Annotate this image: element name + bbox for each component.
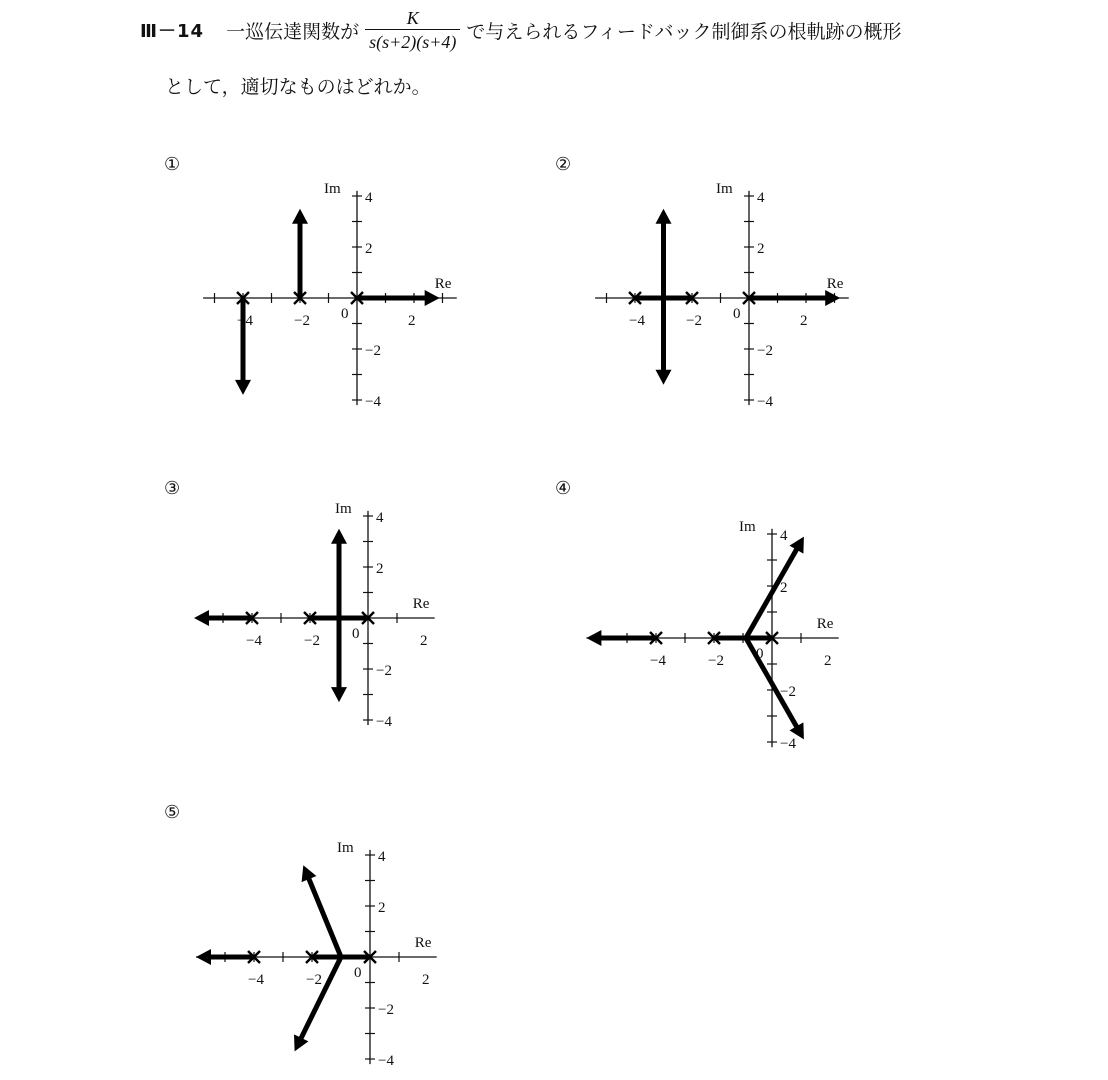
- im-tick-label: −4: [376, 714, 392, 730]
- im-tick-label: 4: [365, 190, 373, 206]
- re-tick-label: −2: [306, 972, 322, 988]
- question-number: Ⅲ－14: [140, 21, 205, 42]
- im-tick-label: 4: [757, 190, 765, 206]
- branch-arrowhead: [656, 209, 672, 224]
- im-tick-label: 2: [780, 580, 788, 596]
- re-tick-label: −2: [708, 653, 724, 669]
- im-tick-label: −2: [365, 343, 381, 359]
- question-text-before: 一巡伝達関数が: [226, 20, 360, 43]
- branch-arrowhead: [656, 370, 672, 385]
- root-locus-plot-4: [586, 519, 838, 752]
- im-tick-label: −2: [378, 1002, 394, 1018]
- im-axis-label: Im: [335, 500, 352, 517]
- im-tick-label: −4: [378, 1053, 394, 1069]
- re-tick-label: −4: [629, 313, 645, 329]
- re-axis-label: Re: [434, 276, 452, 292]
- fraction-numerator: K: [406, 7, 419, 28]
- im-tick-label: −4: [780, 736, 796, 752]
- im-tick-label: −4: [757, 394, 773, 410]
- branch-arrowhead: [586, 630, 601, 646]
- im-axis-label: Im: [739, 518, 756, 535]
- re-axis-label: Re: [414, 935, 432, 951]
- re-tick-label: 2: [422, 972, 430, 988]
- re-tick-label: 2: [800, 313, 808, 329]
- origin-label: 0: [733, 306, 741, 322]
- option-label-2: ②: [555, 154, 572, 175]
- re-tick-label: −4: [246, 633, 262, 649]
- re-tick-label: 2: [824, 653, 832, 669]
- im-tick-label: 2: [757, 241, 765, 257]
- re-tick-label: 2: [420, 633, 428, 649]
- im-tick-label: −4: [365, 394, 381, 410]
- im-tick-label: −2: [780, 684, 796, 700]
- origin-label: 0: [352, 626, 360, 642]
- branch-arrowhead: [425, 290, 440, 306]
- im-axis-label: Im: [716, 180, 733, 197]
- fraction-denominator: s(s+2)(s+4): [365, 29, 460, 53]
- option-label-3: ③: [164, 478, 181, 499]
- locus-branch: [300, 957, 341, 1040]
- question-text-after: で与えられるフィードバック制御系の根軌跡の概形: [466, 20, 902, 43]
- re-tick-label: 2: [408, 313, 416, 329]
- re-tick-label: −4: [248, 972, 264, 988]
- branch-arrowhead: [331, 529, 347, 544]
- im-axis-label: Im: [324, 180, 341, 197]
- im-tick-label: 4: [780, 528, 788, 544]
- im-tick-label: 2: [365, 241, 373, 257]
- im-tick-label: −2: [757, 343, 773, 359]
- re-axis-label: Re: [816, 616, 834, 632]
- branch-arrowhead: [825, 290, 840, 306]
- re-tick-label: −2: [686, 313, 702, 329]
- branch-arrowhead: [331, 687, 347, 702]
- root-locus-plot-5: [196, 840, 437, 1069]
- re-axis-label: Re: [412, 596, 430, 612]
- branch-arrowhead: [196, 949, 211, 965]
- branch-arrowhead: [194, 610, 209, 626]
- re-tick-label: −4: [650, 653, 666, 669]
- im-tick-label: 2: [378, 900, 386, 916]
- im-tick-label: 4: [378, 849, 386, 865]
- option-label-5: ⑤: [164, 802, 181, 823]
- question-line-2: として，適切なものはどれか。: [165, 76, 431, 98]
- root-locus-plot-2: [595, 181, 849, 410]
- origin-label: 0: [756, 646, 764, 662]
- re-tick-label: −4: [237, 313, 253, 329]
- branch-arrowhead: [292, 209, 308, 224]
- im-axis-label: Im: [337, 839, 354, 856]
- origin-label: 0: [354, 965, 362, 981]
- im-tick-label: 4: [376, 510, 384, 526]
- branch-arrowhead: [235, 380, 251, 395]
- root-locus-plot-3: [194, 501, 435, 730]
- origin-label: 0: [341, 306, 349, 322]
- re-tick-label: −2: [304, 633, 320, 649]
- re-axis-label: Re: [826, 276, 844, 292]
- option-label-4: ④: [555, 478, 572, 499]
- option-label-1: ①: [164, 154, 181, 175]
- re-tick-label: −2: [294, 313, 310, 329]
- im-tick-label: 2: [376, 561, 384, 577]
- root-locus-plot-1: [203, 181, 457, 410]
- locus-branch: [308, 877, 341, 957]
- im-tick-label: −2: [376, 663, 392, 679]
